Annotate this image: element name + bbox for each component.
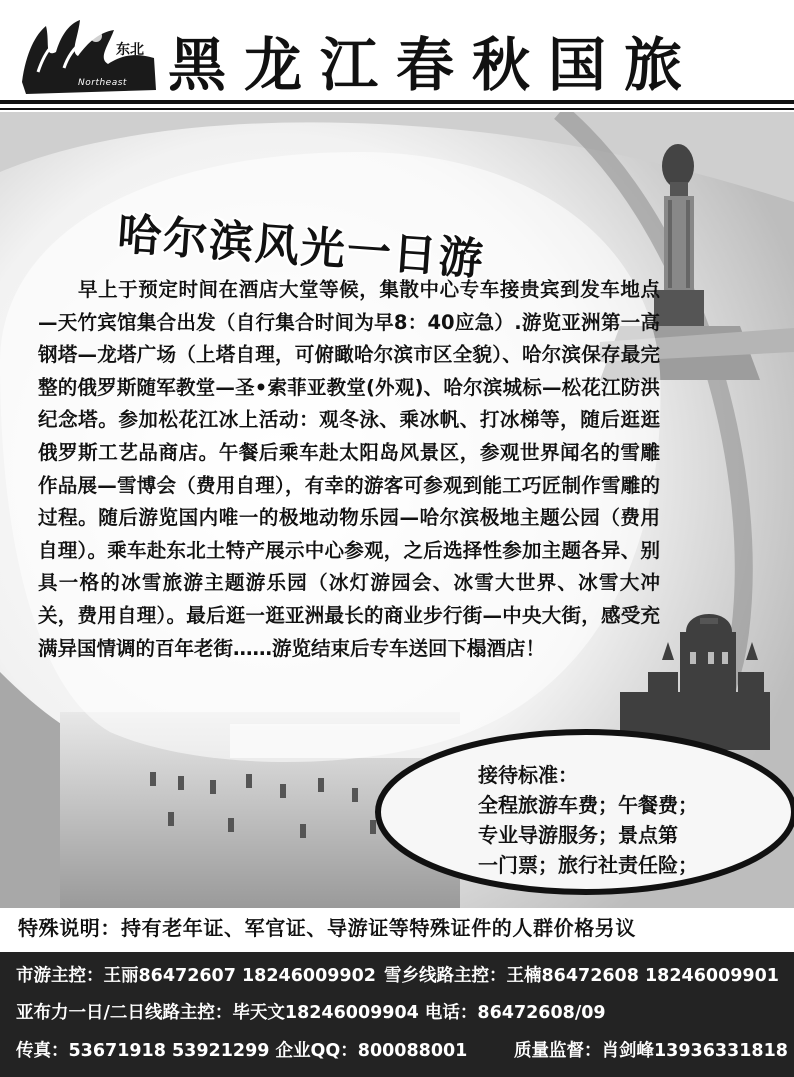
fax-contact: 传真：53671918 53921299 企业QQ：800088001 — [16, 1041, 468, 1061]
itinerary-text: 早上于预定时间在酒店大堂等候，集散中心专车接贵宾到发车地点—天竹宾馆集合出发（自行集合时间为早8：40应急）.游览亚洲第一高钢塔—龙塔广场（上塔自理，可俯瞰哈尔滨市区全貌）、哈尔滨保存最完整的俄罗斯随军教堂—圣•索菲亚教堂(外观)、哈尔滨城标—松花江防洪纪念塔。参加松花江冰上活动：观冬泳、乘冰帆、打冰梯等，随后逛逛俄罗斯工艺品商店。午餐后乘车赴太阳岛风景区，参观世界闻名的雪雕作品展—雪博会（费用自理），有幸的游客可参观到能工巧匠制作雪雕的过程。随后游览国内唯一的极地动物乐园—哈尔滨极地主题公园（费用自理）。乘车赴东北土特产展示中心参观，之后选择性参加主题各异、别具一格的冰雪旅游主题游乐园（冰灯游园会、冰雪大世界、冰雪大冲关，费用自理）。最后逛一逛亚洲最长的商业步行街—中央大街，感受充满异国情调的百年老街……游览结束后专车送回下榻酒店！ — [38, 278, 660, 660]
header-divider-thick — [0, 100, 794, 104]
city-tour-contact: 市游主控：王丽86472607 18246009902 — [16, 966, 376, 986]
header-divider-thin — [0, 108, 794, 110]
svg-text:东北: 东北 — [116, 42, 144, 58]
service-line: 专业导游服务；景点第 — [478, 823, 678, 847]
logo-text: Northeast — [78, 78, 127, 88]
company-logo — [16, 12, 160, 96]
agency-name: 黑龙江春秋国旅 — [168, 31, 701, 99]
service-heading: 接待标准： — [478, 763, 578, 787]
contact-bar — [0, 952, 794, 1077]
service-line: 全程旅游车费；午餐费； — [478, 793, 698, 817]
header — [0, 0, 794, 108]
service-line: 一门票；旅行社责任险； — [478, 853, 698, 877]
poster-area — [0, 112, 794, 908]
snow-town-contact: 雪乡线路主控：王楠86472608 18246009901 — [384, 966, 779, 986]
yabuli-contact: 亚布力一日/二日线路主控：毕天文18246009904 电话：86472608/09 — [16, 1003, 606, 1023]
tour-title: 哈尔滨风光一日游 — [115, 208, 487, 286]
service-standard-box — [478, 760, 778, 880]
quality-supervision-contact: 质量监督：肖剑峰13936331818 — [514, 1041, 788, 1061]
special-note: 特殊说明：持有老年证、军官证、导游证等特殊证件的人群价格另议 — [18, 916, 636, 940]
